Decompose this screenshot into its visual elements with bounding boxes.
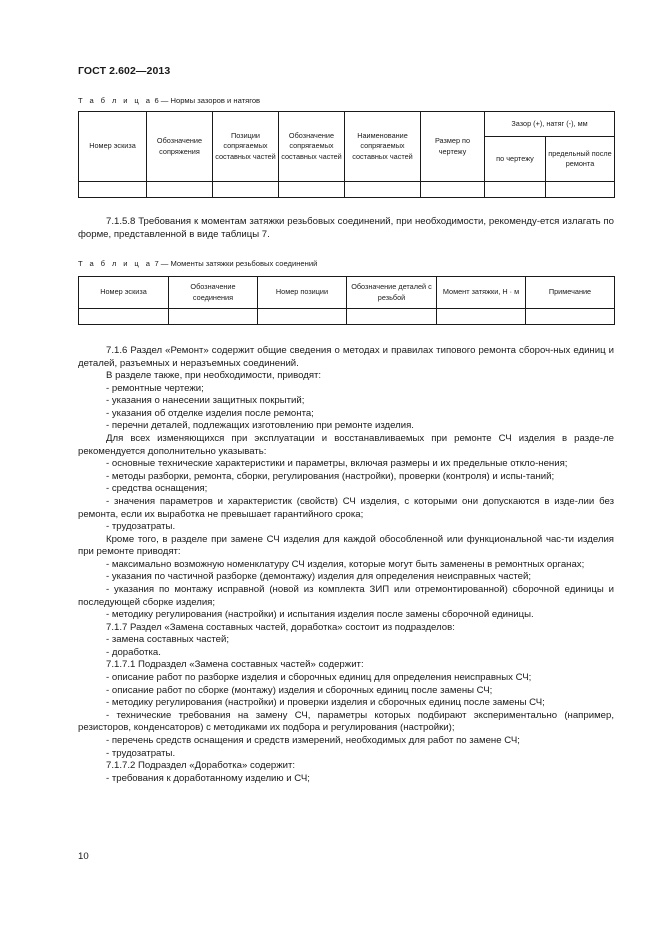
list-item: - трудозатраты.	[106, 747, 176, 759]
list-item: - указания о нанесении защитных покрытий;	[106, 395, 305, 407]
page-number: 10	[78, 851, 89, 862]
list-item: - технические требования на замену СЧ, параметры которых подбирают экспериментально (например, резисторов, конденсаторов) с методиками их подбора и регулирования (настройки);	[78, 709, 614, 734]
table6-subheader-cell: предельный после ремонта	[546, 137, 615, 182]
list-item: - описание работ по разборке изделия и сборочных единиц для определения неисправных СЧ;	[106, 672, 532, 684]
table6-header-cell: Обозначение сопряжения	[147, 112, 213, 182]
table7-caption	[78, 259, 317, 268]
list-item: - указания об отделке изделия после ремонта;	[106, 407, 314, 419]
table7	[78, 276, 615, 325]
list-item: - трудозатраты.	[106, 521, 176, 533]
table7-caption-label: Т а б л и ц а	[78, 259, 153, 268]
table7-caption-text: 7 — Моменты затяжки резьбовых соединений	[154, 259, 318, 268]
table7-empty-row	[79, 309, 615, 325]
table7-header-cell: Примечание	[526, 277, 615, 309]
table6-group-header: Зазор (+), натяг (-), мм	[485, 112, 615, 137]
list-item: - методику регулирования (настройки) и испытания изделия после замены сборочной единицы.	[106, 609, 534, 621]
table6-caption	[78, 96, 260, 105]
table6-header-cell: Обозначение сопрягаемых составных частей	[279, 112, 345, 182]
list-item: - указания по частичной разборке (демонтажу) изделия для определения неисправных частей;	[106, 571, 532, 583]
paragraph: 7.1.6 Раздел «Ремонт» содержит общие сведения о методах и правилах типового ремонта сбороч-ных единиц и деталей, разъемных и неразъемных соединений.	[78, 345, 614, 369]
paragraph: 7.1.7 Раздел «Замена составных частей, доработка» состоит из подразделов:	[106, 621, 455, 633]
document-standard-title: ГОСТ 2.602—2013	[78, 65, 171, 77]
list-item: - указания по монтажу исправной (новой из комплекта ЗИП или отремонтированной) сборочной единицы и последующей сборке изделия;	[78, 583, 614, 608]
list-item: - описание работ по сборке (монтажу) изделия и сборочных единиц после замены СЧ;	[106, 684, 493, 696]
paragraph: Кроме того, в разделе при замене СЧ изделия для каждой обособленной или функциональной час-ти изделия при ремонте приводят:	[78, 533, 614, 558]
table6-subheader-cell: по чертежу	[485, 137, 546, 182]
table7-header-cell: Номер позиции	[258, 277, 347, 309]
table6-header-cell: Размер по чертежу	[421, 112, 485, 182]
paragraph: Для всех изменяющихся при эксплуатации и восстанавливаемых при ремонте СЧ изделия в разде-ле рекомендуется дополнительно указывать:	[78, 433, 614, 457]
table6-header-cell: Номер эскиза	[79, 112, 147, 182]
table7-header-cell: Обозначение деталей с резьбой	[347, 277, 437, 309]
list-item: - основные технические характеристики и параметры, включая размеры и их предельные откло-нения;	[106, 458, 568, 470]
table7-header-cell: Момент затяжки, Н · м	[437, 277, 526, 309]
table7-header-cell: Обозначение соединения	[169, 277, 258, 309]
list-item: - методы разборки, ремонта, сборки, регулирования (настройки), проверки (контроля) и испы-таний;	[106, 470, 555, 482]
paragraph: В разделе также, при необходимости, приводят:	[106, 370, 322, 382]
list-item: - требования к доработанному изделию и СЧ;	[106, 772, 310, 784]
paragraph-7158-block	[78, 216, 614, 241]
list-item: - перечни деталей, подлежащих изготовлению при ремонте изделия.	[106, 420, 414, 432]
list-item: - замена составных частей;	[106, 634, 230, 646]
table6-caption-label: Т а б л и ц а	[78, 96, 153, 105]
list-item: - ремонтные чертежи;	[106, 382, 204, 394]
paragraph: 7.1.7.2 Подраздел «Доработка» содержит:	[106, 760, 296, 772]
paragraph-7158: 7.1.5.8 Требования к моментам затяжки резьбовых соединений, при необходимости, рекоменду-ется излагать по форме, представленной в виде таблицы 7.	[78, 216, 614, 240]
list-item: - доработка.	[106, 646, 161, 658]
table6-caption-text: 6 — Нормы зазоров и натягов	[154, 96, 261, 105]
table7-header-cell: Номер эскиза	[79, 277, 169, 309]
list-item: - максимально возможную номенклатуру СЧ изделия, которые могут быть заменены в ремонтных органах;	[106, 558, 585, 570]
table6-header-cell: Позиции сопрягаемых составных частей	[213, 112, 279, 182]
list-item: - перечень средств оснащения и средств измерений, необходимых для работ по замене СЧ;	[106, 734, 520, 746]
list-item: - значения параметров и характеристик (свойств) СЧ изделия, с которыми они допускаются в изде-лии без ремонта, если их выработка не превышает гарантийного срока;	[78, 495, 614, 520]
list-item: - методику регулирования (настройки) и проверки изделия и сборочных единиц после замены СЧ;	[106, 697, 545, 709]
table6-header-cell: Наименование сопрягаемых составных частей	[345, 112, 421, 182]
table6	[78, 111, 615, 198]
list-item: - средства оснащения;	[106, 483, 208, 495]
paragraph: 7.1.7.1 Подраздел «Замена составных частей» содержит:	[106, 659, 364, 671]
body-text	[78, 345, 614, 785]
table6-empty-row	[79, 182, 615, 198]
